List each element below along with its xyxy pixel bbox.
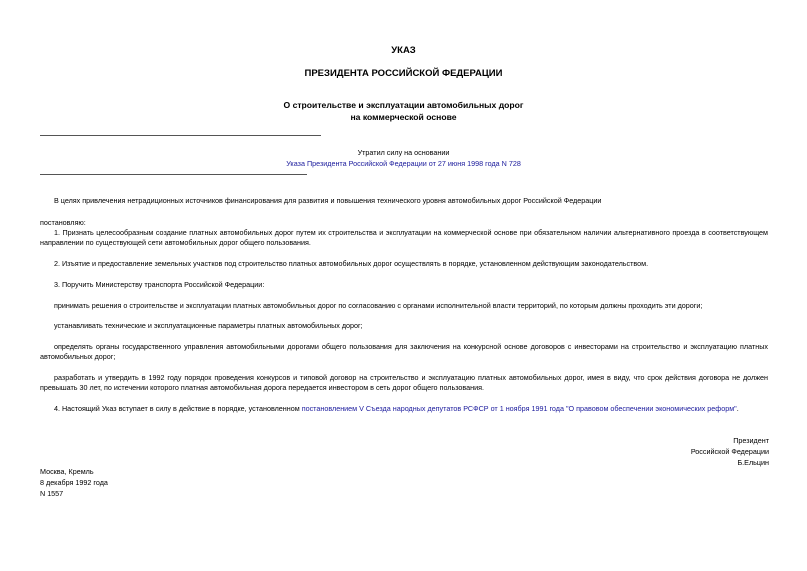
document-number: N 1557: [40, 489, 64, 499]
document-issuer: ПРЕЗИДЕНТА РОССИЙСКОЙ ФЕДЕРАЦИИ: [304, 68, 503, 79]
lapsed-decree-link[interactable]: Указа Президента Российской Федерации от 27 июня 1998 года N 728: [286, 159, 521, 169]
issue-date: 8 декабря 1992 года: [40, 478, 108, 488]
item-3d-paragraph: разработать и утвердить в 1992 году порядок проведения конкурсов и типовой договор на строительство и эксплуатацию платных автомобильных дорог, имея в виду, что срок действия договора не должен превышать 30 лет, по истечении которого платная автомобильная дорога передается инвестором в сеть дорог общего пользования.: [40, 373, 768, 393]
signature-country: Российской Федерации: [690, 447, 769, 457]
resolve-paragraph: постановляю:: [40, 218, 86, 227]
issue-place: Москва, Кремль: [40, 467, 94, 476]
lapsed-text: Утратил силу на основании: [357, 148, 450, 157]
signature-block: [620, 435, 769, 468]
item-1-paragraph: 1. Признать целесообразным создание платных автомобильных дорог путем их строительства и эксплуатации на коммерческой основе при обязательном наличии альтернативного проезда в соответствующем направлении по существующей сети автомобильных дорог общего пользования.: [40, 228, 768, 248]
congress-resolution-link[interactable]: постановлением V Съезда народных депутатов РСФСР от 1 ноября 1991 года "О правовом обеспечении экономических реформ": [301, 404, 737, 413]
lapsed-notice: [0, 147, 807, 169]
preamble-paragraph: В целях привлечения нетрадиционных источников финансирования для развития и повышения технического уровня автомобильных дорог Российской Федерации: [54, 196, 602, 205]
item-4-suffix: .: [736, 404, 739, 413]
signature-name: Б.Ельцин: [737, 458, 769, 468]
item-3c-paragraph: определять органы государственного управления автомобильными дорогами общего пользования для заключения на конкурсной основе договоров с инвесторами на строительство и эксплуатацию платных автомобильных дорог;: [40, 342, 768, 362]
subject-line-1: О строительстве и эксплуатации автомобильных дорог: [283, 100, 524, 110]
item-3a-paragraph: принимать решения о строительстве и эксплуатации платных автомобильных дорог по согласованию с органами исполнительной власти территорий, по которым должны проходить эти дороги;: [54, 301, 703, 310]
top-divider: [40, 135, 321, 136]
bottom-divider: [40, 174, 307, 175]
place-date-block: [40, 466, 108, 499]
signature-position: Президент: [733, 436, 769, 445]
item-3-paragraph: 3. Поручить Министерству транспорта Российской Федерации:: [54, 280, 265, 289]
item-4-paragraph: [40, 404, 768, 414]
item-4-prefix: 4. Настоящий Указ вступает в силу в действие в порядке, установленном: [54, 404, 300, 413]
document-subject: [0, 100, 807, 123]
subject-line-2: на коммерческой основе: [350, 111, 457, 122]
item-3b-paragraph: устанавливать технические и эксплуатационные параметры платных автомобильных дорог;: [54, 321, 363, 330]
document-title: УКАЗ: [391, 45, 416, 56]
item-2-paragraph: 2. Изъятие и предоставление земельных участков под строительство платных автомобильных дорог осуществлять в порядке, установленном действующим законодательством.: [54, 259, 649, 268]
